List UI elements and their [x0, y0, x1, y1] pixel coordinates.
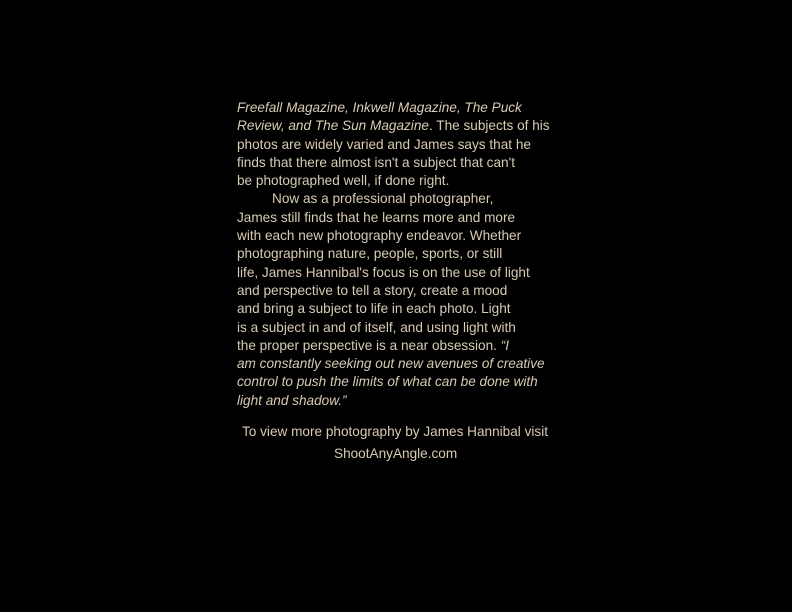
- text-fragment: the proper perspective is a near obsession.: [237, 337, 501, 353]
- website-link[interactable]: ShootAnyAngle.com: [334, 446, 458, 461]
- quote-line: am constantly seeking out new avenues of creative: [237, 356, 545, 372]
- text-line: and perspective to tell a story, create a mood: [237, 282, 508, 298]
- text-line: photos are widely varied and James says that he: [237, 136, 531, 152]
- text-line: James still finds that he learns more and more: [237, 209, 516, 225]
- text-line: and bring a subject to life in each photo. Light: [237, 301, 511, 317]
- text-line: with each new photography endeavor. Whether: [237, 228, 522, 244]
- paragraph-publications: [237, 99, 557, 190]
- publication-names: Review, and The Sun Magazine: [237, 118, 429, 134]
- text-line: [237, 117, 557, 135]
- paragraph-professional: [237, 190, 557, 410]
- text-line: finds that there almost isn't a subject that can't: [237, 154, 515, 170]
- publication-names: Freefall Magazine, Inkwell Magazine, The Puck: [237, 100, 522, 115]
- quote-line: light and shadow.”: [237, 392, 347, 408]
- article-body: [237, 99, 557, 410]
- quote-line: control to push the limits of what can be done with: [237, 374, 538, 390]
- text-line: be photographed well, if done right.: [237, 173, 450, 189]
- text-line: [237, 337, 557, 355]
- text-line: photographing nature, people, sports, or still: [237, 246, 503, 262]
- visit-prompt: To view more photography by James Hannibal visit: [242, 424, 549, 439]
- text-line: life, James Hannibal's focus is on the use of light: [237, 264, 530, 280]
- text-line: [237, 99, 557, 117]
- text-line: is a subject in and of itself, and using light with: [237, 319, 516, 335]
- text-fragment: . The subjects of his: [428, 118, 550, 134]
- text-line: Now as a professional photographer,: [272, 191, 494, 207]
- quote-start: “I: [500, 337, 510, 353]
